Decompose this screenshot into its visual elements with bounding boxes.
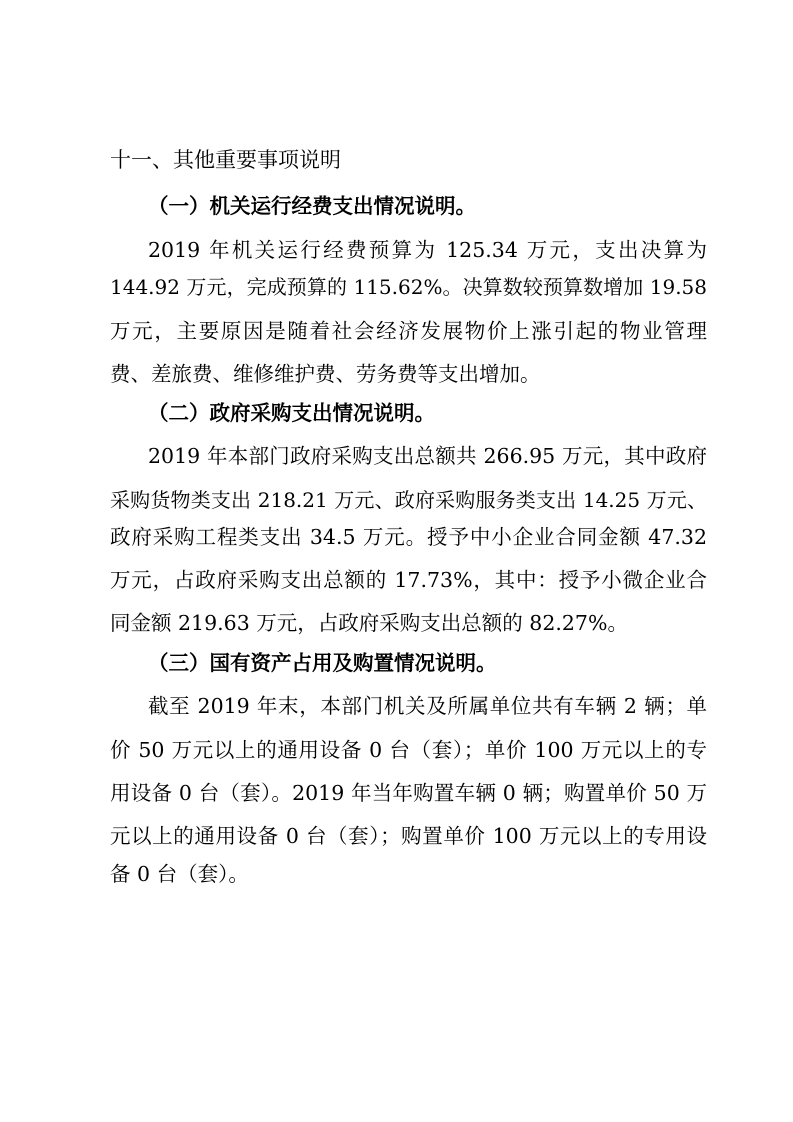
- paragraph-text: 元以上的通用设备 0 台（套）；购置单价 100 万元以上的专用设: [110, 824, 707, 848]
- paragraph-3-line-4: [110, 823, 707, 849]
- paragraph-2-line-5: 同金额 219.63 万元，占政府采购支出总额的 82.27%。: [110, 611, 628, 635]
- paragraph-1-line-4: 费、差旅费、维修维护费、劳务费等支出增加。: [110, 362, 541, 386]
- paragraph-text: 万元，占政府采购支出总额的 17.73%，其中：授予小微企业合: [110, 568, 707, 592]
- paragraph-3-line-3: [110, 780, 707, 806]
- paragraph-3-line-1: [148, 693, 707, 719]
- paragraph-text: 用设备 0 台（套）。2019 年当年购置车辆 0 辆；购置单价 50 万: [110, 781, 707, 805]
- subsection-heading-2: （二）政府采购支出情况说明。: [148, 401, 435, 425]
- paragraph-1-line-2: [110, 274, 707, 300]
- subsection-heading-1: （一）机关运行经费支出情况说明。: [148, 194, 476, 218]
- paragraph-2-line-1: [148, 443, 707, 469]
- subsection-heading-3: （三）国有资产占用及购置情况说明。: [148, 651, 497, 675]
- paragraph-1-line-1: [148, 237, 707, 263]
- paragraph-text: 政府采购工程类支出 34.5 万元。授予中小企业合同金额 47.32: [110, 525, 707, 549]
- paragraph-text: 价 50 万元以上的通用设备 0 台（套）；单价 100 万元以上的专: [110, 738, 707, 762]
- paragraph-text: 2019 年机关运行经费预算为 125.34 万元，支出决算为: [148, 238, 707, 262]
- section-title: 十一、其他重要事项说明: [110, 148, 341, 172]
- paragraph-2-line-2: [110, 487, 707, 513]
- paragraph-3-line-2: [110, 737, 707, 763]
- paragraph-text: 万元，主要原因是随着社会经济发展物价上涨引起的物业管理: [110, 319, 707, 343]
- paragraph-text: 2019 年本部门政府采购支出总额共 266.95 万元，其中政府: [148, 444, 707, 468]
- paragraph-2-line-4: [110, 567, 707, 593]
- paragraph-2-line-3: [110, 524, 707, 550]
- paragraph-text: 截至 2019 年末，本部门机关及所属单位共有车辆 2 辆；单: [148, 694, 707, 718]
- paragraph-text: 144.92 万元，完成预算的 115.62%。决算数较预算数增加 19.58: [110, 275, 707, 299]
- paragraph-text: 采购货物类支出 218.21 万元、政府采购服务类支出 14.25 万元、: [110, 488, 707, 512]
- paragraph-3-line-5: 备 0 台（套）。: [110, 862, 249, 886]
- paragraph-1-line-3: [110, 318, 707, 344]
